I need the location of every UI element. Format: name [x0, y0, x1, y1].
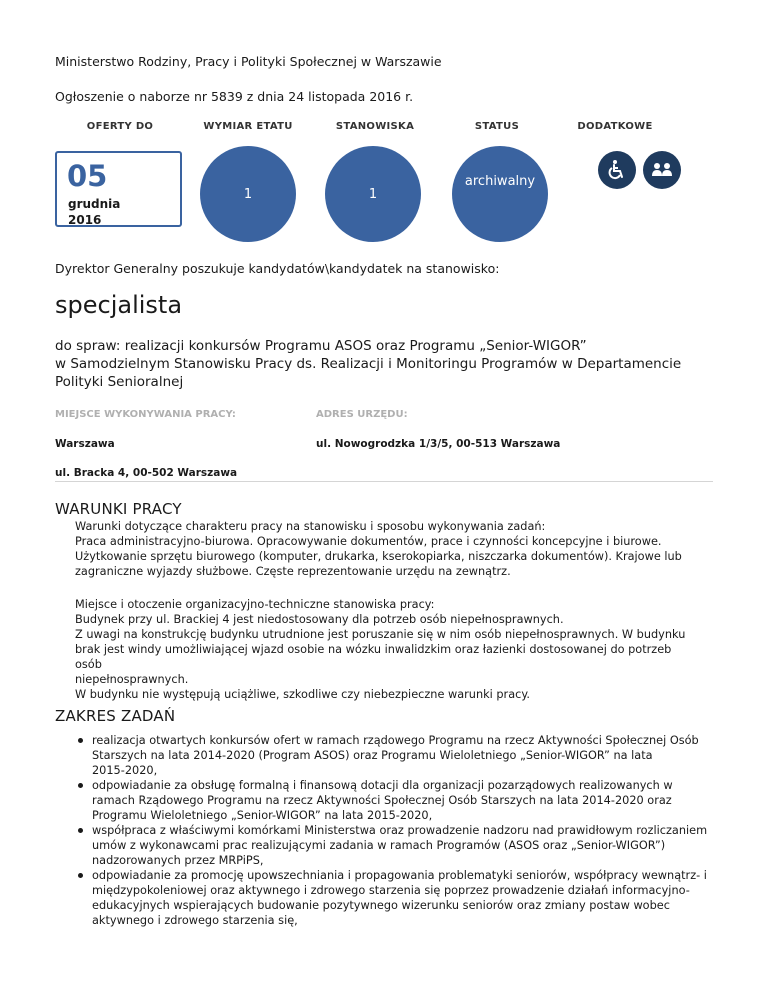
conditions-paragraph-2 [75, 597, 695, 702]
office-address-label: ADRES URZĘDU: [316, 409, 408, 420]
deadline-month: grudnia [68, 197, 121, 211]
workplace-value: Warszawa [55, 438, 115, 450]
position-desc-line: w Samodzielnym Stanowisku Pracy ds. Realizacji i Monitoringu Programów w Departamencie [55, 356, 682, 372]
task-line: międzypokoleniowej oraz aktywnego i zdrowego starzenia się poprzez prowadzenie działań informacyjno- [92, 884, 690, 897]
position-intro: Dyrektor Generalny poszukuje kandydatów\kandydatek na stanowisko: [55, 261, 500, 276]
list-item [92, 733, 752, 778]
ministry-name: Ministerstwo Rodziny, Pracy i Polityki Społecznej w Warszawie [55, 54, 442, 69]
deadline-day: 05 [67, 159, 108, 193]
positions-label: STANOWISKA [335, 121, 415, 132]
people-icon [643, 151, 681, 189]
conditions-line: Warunki dotyczące charakteru pracy na stanowisku i sposobu wykonywania zadań: [75, 520, 546, 533]
work-time-label: WYMIAR ETATU [203, 121, 293, 132]
conditions-line: Budynek przy ul. Brackiej 4 jest niedostosowany dla potrzeb osób niepełnosprawnych. [75, 613, 564, 626]
divider [55, 481, 713, 482]
task-line: współpraca z właściwymi komórkami Ministerstwa oraz prowadzenie nadzoru nad prawidłowym rozliczaniem [92, 824, 708, 837]
tasks-heading: ZAKRES ZADAŃ [55, 707, 176, 725]
conditions-paragraph-1 [75, 519, 695, 579]
wheelchair-icon [598, 151, 636, 189]
conditions-line: Z uwagi na konstrukcję budynku utrudnione jest poruszanie się w nim osób niepełnosprawnych. W budynku [75, 628, 686, 641]
offers-until-label: OFERTY DO [86, 121, 154, 132]
office-address-value: ul. Nowogrodzka 1/3/5, 00-513 Warszawa [316, 438, 561, 450]
conditions-line: zagraniczne wyjazdy służbowe. Częste reprezentowanie urzędu na zewnątrz. [75, 565, 511, 578]
conditions-heading: WARUNKI PRACY [55, 500, 182, 518]
tasks-list [55, 733, 752, 928]
extra-address-value: ul. Bracka 4, 00-502 Warszawa [55, 467, 238, 479]
position-desc-line: do spraw: realizacji konkursów Programu ASOS oraz Programu „Senior-WIGOR” [55, 338, 587, 354]
task-line: odpowiadanie za promocję upowszechniania i propagowania problematyki seniorów, współpracy wewnątrz- i [92, 869, 707, 882]
announcement-title: Ogłoszenie o naborze nr 5839 z dnia 24 listopada 2016 r. [55, 89, 414, 104]
list-item [92, 778, 752, 823]
conditions-line: W budynku nie występują uciążliwe, szkodliwe czy niebezpieczne warunki pracy. [75, 688, 531, 701]
task-line: umów z wykonawcami prac realizującymi zadania w ramach Programów (ASOS oraz „Senior-WIGOR”) [92, 839, 666, 852]
task-line: aktywnego i zdrowego starzenia się, [92, 914, 298, 927]
conditions-line: Użytkowanie sprzętu biurowego (komputer, drukarka, kserokopiarka, niszczarka dokumentów). Krajowe lub [75, 550, 682, 563]
status-circle [452, 146, 548, 242]
extra-label: DODATKOWE [577, 121, 653, 132]
conditions-line: Praca administracyjno-biurowa. Opracowywanie dokumentów, prace i czynności koncepcyjne i biurowe. [75, 535, 662, 548]
conditions-line: niepełnosprawnych. [75, 673, 189, 686]
deadline-year: 2016 [68, 213, 102, 227]
task-line: 2015-2020, [92, 764, 158, 777]
task-line: odpowiadanie za obsługę formalną i finansową dotacji dla organizacji pozarządowych realizowanych w [92, 779, 673, 792]
position-desc-line: Polityki Senioralnej [55, 374, 184, 390]
conditions-line: Miejsce i otoczenie organizacyjno-techniczne stanowiska pracy: [75, 598, 435, 611]
task-line: Programu Wieloletniego „Senior-WIGOR” na lata 2015-2020, [92, 809, 433, 822]
conditions-line: brak jest windy umożliwiającej wjazd osobie na wózku inwalidzkim oraz łazienki dostosowanej do potrzeb osób [75, 643, 672, 671]
workplace-label: MIEJSCE WYKONYWANIA PRACY: [55, 409, 236, 420]
work-time-value: 1 [243, 186, 253, 202]
task-line: ramach Rządowego Programu na rzecz Aktywności Społecznej Osób Starszych na lata 2014-2020 oraz [92, 794, 672, 807]
task-line: edukacyjnych wspierających budowanie pozytywnego wizerunku seniorów oraz zmiany postaw wobec [92, 899, 670, 912]
work-time-circle [200, 146, 296, 242]
list-item [92, 823, 752, 868]
status-value: archiwalny [464, 174, 536, 189]
task-line: realizacja otwartych konkursów ofert w ramach rządowego Programu na rzecz Aktywności Społecznej Osób [92, 734, 699, 747]
deadline-box [55, 151, 182, 227]
position-description [55, 337, 695, 391]
list-item [92, 868, 752, 928]
positions-circle [325, 146, 421, 242]
position-title: specjalista [55, 291, 183, 319]
task-line: Starszych na lata 2014-2020 (Program ASOS) oraz Programu Wieloletniego „Senior-WIGOR” na lata [92, 749, 653, 762]
status-label: STATUS [474, 121, 520, 132]
positions-value: 1 [368, 186, 378, 202]
task-line: nadzorowanych przez MRPiPS, [92, 854, 264, 867]
